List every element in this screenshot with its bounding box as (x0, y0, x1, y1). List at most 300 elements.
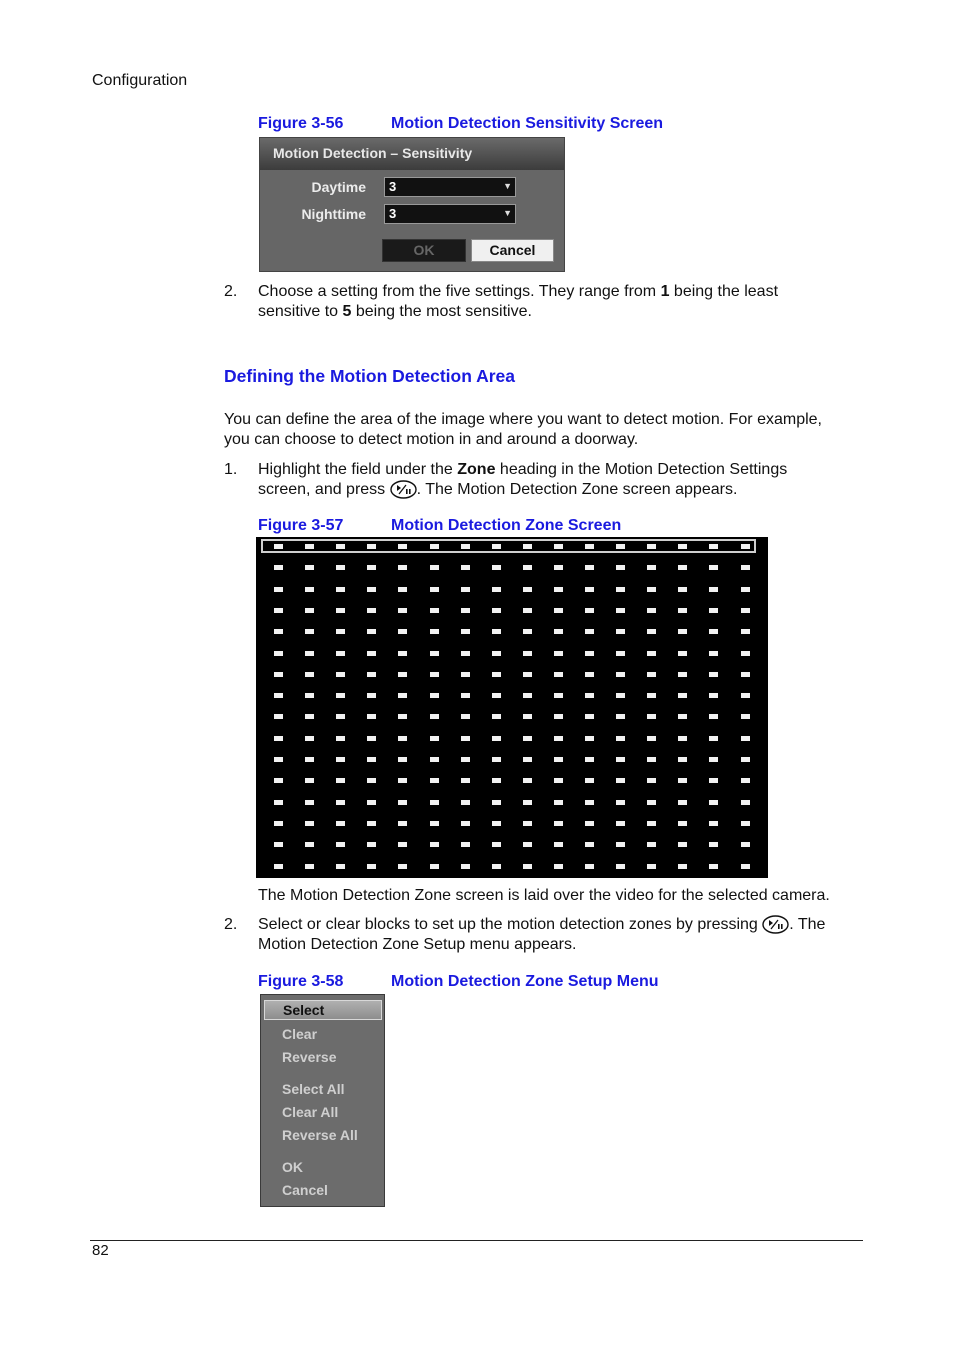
zone-block[interactable] (678, 778, 687, 783)
step-2a-line2-b: being the most sensitive. (351, 303, 532, 320)
zone-block[interactable] (336, 757, 345, 762)
zone-block[interactable] (367, 736, 376, 741)
zone-block[interactable] (367, 629, 376, 634)
step-2a-line1-bold: 1 (660, 283, 670, 300)
zone-block[interactable] (616, 842, 625, 847)
zone-block[interactable] (554, 693, 563, 698)
zone-block[interactable] (461, 736, 470, 741)
zone-block[interactable] (305, 864, 314, 869)
zone-block[interactable] (678, 800, 687, 805)
zone-block[interactable] (585, 544, 594, 549)
menu-item-select[interactable] (264, 1000, 382, 1020)
zone-block[interactable] (461, 608, 470, 613)
zone-block[interactable] (647, 565, 656, 570)
figure-56-caption (258, 115, 678, 135)
zone-block[interactable] (461, 714, 470, 719)
zone-block[interactable] (709, 544, 718, 549)
zone-block[interactable] (430, 714, 439, 719)
zone-block[interactable] (647, 714, 656, 719)
zone-block[interactable] (461, 821, 470, 826)
zone-block[interactable] (647, 842, 656, 847)
zone-block[interactable] (430, 651, 439, 656)
zone-block[interactable] (523, 714, 532, 719)
zone-block[interactable] (647, 864, 656, 869)
zone-block[interactable] (741, 629, 750, 634)
zone-block[interactable] (585, 587, 594, 592)
zone-block[interactable] (678, 587, 687, 592)
zone-block[interactable] (585, 693, 594, 698)
zone-block[interactable] (398, 693, 407, 698)
zone-block[interactable] (274, 757, 283, 762)
zone-block[interactable] (523, 757, 532, 762)
zone-block[interactable] (554, 608, 563, 613)
zone-block[interactable] (398, 800, 407, 805)
zone-block[interactable] (461, 651, 470, 656)
zone-block[interactable] (461, 864, 470, 869)
zone-block[interactable] (554, 864, 563, 869)
zone-block[interactable] (709, 587, 718, 592)
step-2b-line1-b: . The (789, 916, 826, 933)
zone-block[interactable] (492, 821, 501, 826)
zone-block[interactable] (523, 587, 532, 592)
zone-block[interactable] (305, 565, 314, 570)
zone-block[interactable] (305, 629, 314, 634)
zone-block[interactable] (305, 757, 314, 762)
zone-block[interactable] (647, 544, 656, 549)
zone-block[interactable] (523, 608, 532, 613)
zone-block[interactable] (554, 587, 563, 592)
zone-block[interactable] (709, 757, 718, 762)
zone-block[interactable] (430, 757, 439, 762)
menu-item-reverse[interactable]: Reverse (282, 1049, 337, 1065)
zone-block[interactable] (554, 778, 563, 783)
zone-block[interactable] (305, 608, 314, 613)
zone-block[interactable] (461, 587, 470, 592)
daytime-select[interactable] (384, 177, 516, 197)
zone-block[interactable] (336, 587, 345, 592)
zone-block[interactable] (647, 757, 656, 762)
zone-block[interactable] (305, 842, 314, 847)
zone-block[interactable] (523, 629, 532, 634)
step-1-line1-b: heading in the Motion Detection Settings (495, 461, 788, 478)
cancel-button[interactable]: Cancel (471, 239, 554, 262)
zone-block[interactable] (461, 693, 470, 698)
zone-block[interactable] (367, 672, 376, 677)
zone-block[interactable] (616, 587, 625, 592)
menu-item-reverse-all[interactable]: Reverse All (282, 1127, 358, 1143)
zone-block[interactable] (274, 714, 283, 719)
zone-block[interactable] (741, 565, 750, 570)
zone-block[interactable] (430, 565, 439, 570)
zone-block[interactable] (367, 544, 376, 549)
zone-block[interactable] (398, 629, 407, 634)
zone-block[interactable] (336, 800, 345, 805)
zone-block[interactable] (709, 714, 718, 719)
zone-block[interactable] (647, 651, 656, 656)
zone-block[interactable] (678, 629, 687, 634)
zone-block[interactable] (274, 821, 283, 826)
zone-block[interactable] (647, 693, 656, 698)
zone-block[interactable] (492, 736, 501, 741)
zone-block[interactable] (274, 778, 283, 783)
zone-block[interactable] (554, 842, 563, 847)
zone-block[interactable] (741, 714, 750, 719)
zone-block[interactable] (647, 608, 656, 613)
zone-block[interactable] (678, 821, 687, 826)
sensitivity-dialog (259, 137, 565, 272)
zone-block[interactable] (274, 693, 283, 698)
zone-block[interactable] (678, 864, 687, 869)
zone-block[interactable] (678, 714, 687, 719)
zone-block[interactable] (741, 672, 750, 677)
zone-block[interactable] (678, 736, 687, 741)
intro-paragraph (224, 410, 864, 450)
zone-block[interactable] (398, 778, 407, 783)
zone-block[interactable] (709, 672, 718, 677)
menu-item-clear-all[interactable]: Clear All (282, 1104, 339, 1120)
menu-item-select-all[interactable]: Select All (282, 1081, 345, 1097)
zone-block[interactable] (741, 736, 750, 741)
zone-block[interactable] (741, 778, 750, 783)
zone-block[interactable] (367, 821, 376, 826)
zone-block[interactable] (492, 693, 501, 698)
zone-block[interactable] (492, 544, 501, 549)
zone-block[interactable] (461, 544, 470, 549)
zone-block[interactable] (398, 544, 407, 549)
zone-block[interactable] (709, 693, 718, 698)
zone-block[interactable] (616, 608, 625, 613)
zone-block[interactable] (709, 864, 718, 869)
zone-block[interactable] (430, 821, 439, 826)
zone-block[interactable] (305, 778, 314, 783)
zone-block[interactable] (430, 800, 439, 805)
zone-block[interactable] (305, 714, 314, 719)
zone-block[interactable] (523, 821, 532, 826)
zone-block[interactable] (430, 864, 439, 869)
zone-block[interactable] (398, 736, 407, 741)
zone-block[interactable] (305, 672, 314, 677)
zone-block[interactable] (367, 864, 376, 869)
zone-block[interactable] (616, 778, 625, 783)
zone-block[interactable] (585, 714, 594, 719)
zone-block[interactable] (274, 565, 283, 570)
figure-56-number: Figure 3-56 (258, 115, 344, 132)
zone-block[interactable] (398, 842, 407, 847)
zone-block[interactable] (274, 629, 283, 634)
zone-block[interactable] (398, 714, 407, 719)
zone-block[interactable] (647, 587, 656, 592)
zone-block[interactable] (492, 629, 501, 634)
zone-block[interactable] (367, 757, 376, 762)
zone-block[interactable] (554, 544, 563, 549)
step-2a-text (258, 282, 858, 322)
zone-block[interactable] (367, 565, 376, 570)
zone-block[interactable] (461, 672, 470, 677)
zone-block[interactable] (398, 864, 407, 869)
nighttime-select[interactable] (384, 204, 516, 224)
zone-block[interactable] (430, 587, 439, 592)
zone-block[interactable] (585, 565, 594, 570)
daytime-value: 3 (389, 179, 397, 194)
zone-block[interactable] (616, 714, 625, 719)
zone-block[interactable] (336, 842, 345, 847)
zone-block[interactable] (585, 778, 594, 783)
zone-block[interactable] (430, 544, 439, 549)
zone-block[interactable] (336, 629, 345, 634)
zone-block[interactable] (616, 629, 625, 634)
zone-block[interactable] (492, 864, 501, 869)
zone-block[interactable] (367, 778, 376, 783)
zone-block[interactable] (461, 800, 470, 805)
zone-block[interactable] (492, 800, 501, 805)
zone-block[interactable] (616, 757, 625, 762)
motion-zone-grid[interactable] (256, 537, 768, 878)
zone-block[interactable] (367, 587, 376, 592)
zone-block[interactable] (554, 821, 563, 826)
zone-block[interactable] (461, 629, 470, 634)
zone-block[interactable] (492, 714, 501, 719)
zone-block[interactable] (523, 800, 532, 805)
menu-item-clear[interactable]: Clear (282, 1026, 318, 1042)
zone-block[interactable] (647, 778, 656, 783)
zone-block[interactable] (398, 757, 407, 762)
chevron-down-icon: ▼ (503, 208, 512, 218)
zone-block[interactable] (305, 651, 314, 656)
nighttime-value: 3 (389, 206, 397, 221)
zone-block[interactable] (492, 565, 501, 570)
zone-block[interactable] (336, 736, 345, 741)
zone-block[interactable] (741, 800, 750, 805)
zone-block[interactable] (461, 842, 470, 847)
zone-block[interactable] (585, 757, 594, 762)
zone-block[interactable] (492, 778, 501, 783)
zone-block[interactable] (305, 544, 314, 549)
play-pause-button-icon (390, 480, 417, 499)
footer-rule (90, 1240, 863, 1241)
zone-block[interactable] (274, 587, 283, 592)
step-2a-number: 2. (224, 283, 238, 300)
figure-57-title: Motion Detection Zone Screen (391, 517, 622, 534)
ok-button[interactable]: OK (382, 239, 466, 262)
zone-block[interactable] (398, 821, 407, 826)
zone-block[interactable] (523, 778, 532, 783)
zone-block[interactable] (492, 672, 501, 677)
zone-block[interactable] (492, 842, 501, 847)
zone-block[interactable] (709, 821, 718, 826)
zone-block[interactable] (741, 608, 750, 613)
zone-block[interactable] (336, 544, 345, 549)
page-number: 82 (92, 1242, 109, 1259)
zone-block[interactable] (585, 842, 594, 847)
zone-block[interactable] (336, 714, 345, 719)
zone-block[interactable] (678, 608, 687, 613)
zone-block[interactable] (430, 842, 439, 847)
nighttime-label: Nighttime (301, 206, 366, 222)
zone-block[interactable] (741, 821, 750, 826)
zone-block[interactable] (398, 565, 407, 570)
zone-block[interactable] (305, 821, 314, 826)
figure-58-caption (258, 973, 678, 993)
zone-block[interactable] (430, 608, 439, 613)
menu-item-select-label: Select (283, 1002, 325, 1018)
zone-block[interactable] (709, 736, 718, 741)
zone-block[interactable] (367, 693, 376, 698)
zone-block[interactable] (678, 693, 687, 698)
zone-block[interactable] (647, 672, 656, 677)
zone-block[interactable] (274, 608, 283, 613)
zone-block[interactable] (523, 864, 532, 869)
zone-block[interactable] (523, 565, 532, 570)
step-1-line1-a: Highlight the field under the (258, 461, 458, 478)
zone-block[interactable] (709, 608, 718, 613)
zone-block[interactable] (398, 608, 407, 613)
zone-block[interactable] (274, 672, 283, 677)
zone-block[interactable] (709, 629, 718, 634)
zone-block[interactable] (647, 821, 656, 826)
zone-block[interactable] (554, 714, 563, 719)
zone-block[interactable] (647, 629, 656, 634)
zone-block[interactable] (585, 651, 594, 656)
zone-block[interactable] (367, 800, 376, 805)
zone-block[interactable] (523, 736, 532, 741)
zone-block[interactable] (709, 800, 718, 805)
zone-block[interactable] (492, 651, 501, 656)
zone-block[interactable] (336, 864, 345, 869)
zone-block[interactable] (492, 608, 501, 613)
zone-block[interactable] (741, 757, 750, 762)
step-2b-text (258, 915, 868, 955)
menu-item-cancel[interactable]: Cancel (282, 1182, 328, 1198)
zone-block[interactable] (336, 778, 345, 783)
zone-block[interactable] (461, 757, 470, 762)
zone-block[interactable] (741, 651, 750, 656)
zone-block[interactable] (523, 693, 532, 698)
zone-block[interactable] (336, 608, 345, 613)
zone-block[interactable] (554, 629, 563, 634)
zone-block[interactable] (585, 821, 594, 826)
zone-block[interactable] (523, 672, 532, 677)
zone-block[interactable] (523, 842, 532, 847)
zone-block[interactable] (336, 672, 345, 677)
zone-block[interactable] (678, 544, 687, 549)
zone-block[interactable] (336, 565, 345, 570)
zone-block[interactable] (585, 672, 594, 677)
zone-block[interactable] (461, 778, 470, 783)
zone-block[interactable] (305, 736, 314, 741)
zone-block[interactable] (523, 544, 532, 549)
zone-block[interactable] (741, 544, 750, 549)
zone-block[interactable] (554, 736, 563, 741)
zone-block[interactable] (678, 565, 687, 570)
zone-block[interactable] (554, 672, 563, 677)
zone-block[interactable] (274, 736, 283, 741)
zone-block[interactable] (678, 651, 687, 656)
zone-block[interactable] (461, 565, 470, 570)
zone-block[interactable] (274, 864, 283, 869)
zone-note: The Motion Detection Zone screen is laid over the video for the selected camera. (258, 887, 830, 904)
step-1-line2-b: . The Motion Detection Zone screen appears. (416, 481, 738, 498)
zone-block[interactable] (741, 693, 750, 698)
zone-block[interactable] (585, 800, 594, 805)
zone-block[interactable] (274, 842, 283, 847)
zone-block[interactable] (492, 757, 501, 762)
zone-block[interactable] (678, 757, 687, 762)
zone-block[interactable] (616, 651, 625, 656)
zone-block[interactable] (305, 800, 314, 805)
zone-block[interactable] (305, 587, 314, 592)
zone-block[interactable] (647, 800, 656, 805)
step-2b-number: 2. (224, 916, 238, 933)
zone-block[interactable] (741, 587, 750, 592)
zone-block[interactable] (709, 778, 718, 783)
zone-block[interactable] (430, 736, 439, 741)
zone-block[interactable] (398, 651, 407, 656)
zone-block[interactable] (367, 608, 376, 613)
step-2b-line1-a: Select or clear blocks to set up the motion detection zones by pressing (258, 916, 763, 933)
step-2a-line1-b: being the least (669, 283, 779, 300)
zone-block[interactable] (430, 629, 439, 634)
zone-block[interactable] (616, 544, 625, 549)
zone-block[interactable] (678, 842, 687, 847)
zone-block[interactable] (616, 565, 625, 570)
dialog-title: Motion Detection – Sensitivity (260, 138, 564, 170)
zone-block[interactable] (709, 651, 718, 656)
zone-block[interactable] (616, 736, 625, 741)
zone-block[interactable] (616, 864, 625, 869)
zone-block[interactable] (523, 651, 532, 656)
zone-block[interactable] (398, 672, 407, 677)
zone-block[interactable] (585, 629, 594, 634)
zone-block[interactable] (367, 651, 376, 656)
zone-block[interactable] (398, 587, 407, 592)
zone-block[interactable] (585, 736, 594, 741)
zone-block[interactable] (741, 864, 750, 869)
zone-block[interactable] (430, 672, 439, 677)
zone-block[interactable] (647, 736, 656, 741)
zone-block[interactable] (709, 842, 718, 847)
zone-block[interactable] (709, 565, 718, 570)
zone-block[interactable] (616, 800, 625, 805)
zone-block[interactable] (274, 651, 283, 656)
intro-line-1: You can define the area of the image where you want to detect motion. For example, (224, 411, 822, 428)
zone-block[interactable] (430, 693, 439, 698)
zone-block[interactable] (336, 693, 345, 698)
zone-block[interactable] (274, 544, 283, 549)
zone-block[interactable] (616, 693, 625, 698)
zone-block[interactable] (678, 672, 687, 677)
zone-block[interactable] (554, 651, 563, 656)
zone-block[interactable] (367, 714, 376, 719)
zone-block[interactable] (336, 821, 345, 826)
step-2a-line2-a: sensitive to (258, 303, 343, 320)
zone-block[interactable] (274, 800, 283, 805)
menu-item-ok[interactable]: OK (282, 1159, 303, 1175)
zone-block[interactable] (367, 842, 376, 847)
zone-block[interactable] (554, 757, 563, 762)
zone-block[interactable] (554, 800, 563, 805)
zone-block[interactable] (616, 821, 625, 826)
zone-block[interactable] (554, 565, 563, 570)
zone-block[interactable] (741, 842, 750, 847)
zone-block[interactable] (336, 651, 345, 656)
zone-block[interactable] (585, 864, 594, 869)
zone-block[interactable] (492, 587, 501, 592)
zone-block[interactable] (430, 778, 439, 783)
zone-block[interactable] (585, 608, 594, 613)
zone-block[interactable] (616, 672, 625, 677)
zone-block[interactable] (305, 693, 314, 698)
figure-56-title: Motion Detection Sensitivity Screen (391, 115, 664, 132)
